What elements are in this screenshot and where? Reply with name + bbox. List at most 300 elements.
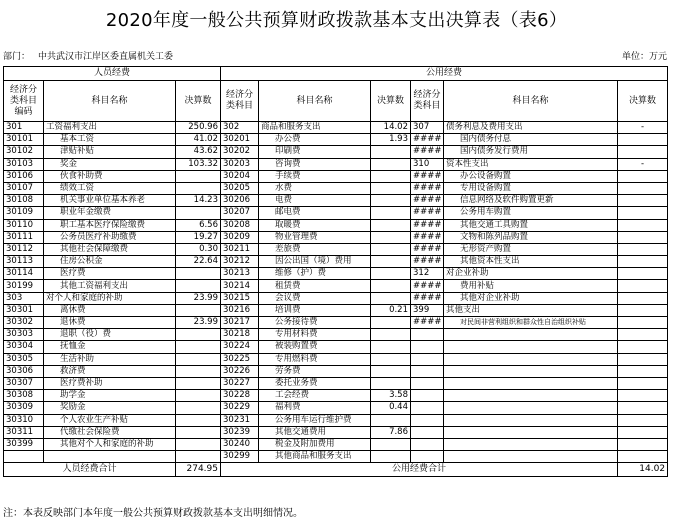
code-cell: 30101 <box>4 134 44 146</box>
name-cell: 基本工资 <box>44 134 176 146</box>
name-cell: 专用材料费 <box>259 329 371 341</box>
name-cell: 其他社会保障缴费 <box>44 243 176 255</box>
name-cell: 其他工资福利支出 <box>44 280 176 292</box>
amount-cell <box>371 414 411 426</box>
code-cell: 30228 <box>221 390 259 402</box>
column-header-row <box>4 81 668 122</box>
department-line <box>3 49 173 62</box>
amount-cell: 41.02 <box>176 134 221 146</box>
amount-cell <box>371 231 411 243</box>
amount-cell <box>618 134 668 146</box>
department-name: 中共武汉市江岸区委直属机关工委 <box>38 52 174 62</box>
amount-cell: 14.23 <box>176 195 221 207</box>
code-cell: 30208 <box>221 219 259 231</box>
name-cell: 助学金 <box>44 390 176 402</box>
name-cell <box>444 377 618 389</box>
name-cell: 国内债务付息 <box>444 134 618 146</box>
table-row <box>4 122 668 134</box>
amount-cell <box>618 170 668 182</box>
amount-cell <box>176 451 221 463</box>
amount-cell <box>618 365 668 377</box>
code-cell: 30111 <box>4 231 44 243</box>
amount-cell: - <box>618 158 668 170</box>
code-cell <box>411 390 444 402</box>
name-cell <box>444 353 618 365</box>
name-cell: 对民间非营利组织和群众性自治组织补贴 <box>444 317 618 329</box>
name-cell: 印刷费 <box>259 146 371 158</box>
name-cell: 其他交通工具购置 <box>444 219 618 231</box>
name-cell: 其他支出 <box>444 304 618 316</box>
table-row <box>4 353 668 365</box>
code-cell <box>411 414 444 426</box>
code-cell <box>411 438 444 450</box>
code-cell: 30212 <box>221 256 259 268</box>
amount-cell: 19.27 <box>176 231 221 243</box>
amount-cell: 43.62 <box>176 146 221 158</box>
header-code-personnel: 经济分类科目编码 <box>4 81 44 122</box>
name-cell: 租赁费 <box>259 280 371 292</box>
amount-cell <box>618 304 668 316</box>
table-row <box>4 402 668 414</box>
table-row <box>4 451 668 463</box>
name-cell <box>444 426 618 438</box>
name-cell: 奖励金 <box>44 402 176 414</box>
amount-cell: 23.99 <box>176 292 221 304</box>
name-cell <box>444 414 618 426</box>
name-cell: 对企业补助 <box>444 268 618 280</box>
name-cell: 无形资产购置 <box>444 243 618 255</box>
code-cell: 30231 <box>221 414 259 426</box>
name-cell: 其他对个人和家庭的补助 <box>44 438 176 450</box>
amount-cell <box>176 353 221 365</box>
name-cell <box>444 438 618 450</box>
name-cell: 水费 <box>259 182 371 194</box>
section-personnel: 人员经费 <box>4 67 221 81</box>
table-row <box>4 231 668 243</box>
amount-cell <box>176 268 221 280</box>
amount-cell <box>618 451 668 463</box>
amount-cell <box>371 219 411 231</box>
header-code-public: 经济分类科目 <box>221 81 259 122</box>
code-cell: #### <box>411 195 444 207</box>
amount-cell <box>371 146 411 158</box>
code-cell: 30201 <box>221 134 259 146</box>
amount-cell <box>176 365 221 377</box>
code-cell: #### <box>411 280 444 292</box>
amount-cell <box>371 268 411 280</box>
name-cell <box>444 402 618 414</box>
name-cell: 物业管理费 <box>259 231 371 243</box>
amount-cell <box>371 292 411 304</box>
name-cell <box>444 451 618 463</box>
name-cell: 住房公积金 <box>44 256 176 268</box>
code-cell <box>411 402 444 414</box>
code-cell: 30311 <box>4 426 44 438</box>
header-amount-public: 决算数 <box>371 81 411 122</box>
header-name-public: 科目名称 <box>259 81 371 122</box>
amount-cell: 103.32 <box>176 158 221 170</box>
table-row <box>4 292 668 304</box>
amount-cell: 22.64 <box>176 256 221 268</box>
name-cell: 费用补贴 <box>444 280 618 292</box>
amount-cell: 14.02 <box>371 122 411 134</box>
name-cell: 国内债务发行费用 <box>444 146 618 158</box>
amount-cell <box>618 195 668 207</box>
code-cell: 302 <box>221 122 259 134</box>
amount-cell <box>618 329 668 341</box>
amount-cell <box>176 438 221 450</box>
name-cell: 对个人和家庭的补助 <box>44 292 176 304</box>
code-cell <box>411 426 444 438</box>
amount-cell <box>371 341 411 353</box>
name-cell: 办公费 <box>259 134 371 146</box>
code-cell: 30203 <box>221 158 259 170</box>
code-cell: 307 <box>411 122 444 134</box>
code-cell: 30302 <box>4 317 44 329</box>
header-amount-personnel: 决算数 <box>176 81 221 122</box>
amount-cell <box>618 341 668 353</box>
amount-cell <box>618 438 668 450</box>
amount-cell: 1.93 <box>371 134 411 146</box>
code-cell: 30304 <box>4 341 44 353</box>
amount-cell: 23.99 <box>176 317 221 329</box>
table-row <box>4 426 668 438</box>
table-row <box>4 341 668 353</box>
code-cell: 30216 <box>221 304 259 316</box>
amount-cell <box>618 414 668 426</box>
name-cell: 公务用车运行维护费 <box>259 414 371 426</box>
code-cell: #### <box>411 207 444 219</box>
name-cell: 取暖费 <box>259 219 371 231</box>
table-row <box>4 243 668 255</box>
header-code-public-2: 经济分类科目 <box>411 81 444 122</box>
name-cell: 咨询费 <box>259 158 371 170</box>
code-cell: 30112 <box>4 243 44 255</box>
amount-cell <box>176 414 221 426</box>
total-public-value: 14.02 <box>618 463 668 477</box>
amount-cell: 7.86 <box>371 426 411 438</box>
name-cell <box>444 329 618 341</box>
name-cell <box>444 365 618 377</box>
code-cell: 30306 <box>4 365 44 377</box>
name-cell: 津贴补贴 <box>44 146 176 158</box>
name-cell: 生活补助 <box>44 353 176 365</box>
code-cell: 30199 <box>4 280 44 292</box>
code-cell: 30107 <box>4 182 44 194</box>
table-row <box>4 195 668 207</box>
amount-cell <box>618 390 668 402</box>
table-row <box>4 268 668 280</box>
amount-cell <box>618 231 668 243</box>
total-row <box>4 463 668 477</box>
amount-cell <box>176 341 221 353</box>
code-cell <box>411 377 444 389</box>
code-cell: 30307 <box>4 377 44 389</box>
amount-cell: 3.58 <box>371 390 411 402</box>
amount-cell <box>371 377 411 389</box>
name-cell: 退休费 <box>44 317 176 329</box>
code-cell: 30114 <box>4 268 44 280</box>
name-cell: 债务利息及费用支出 <box>444 122 618 134</box>
amount-cell: 0.21 <box>371 304 411 316</box>
name-cell: 公务员医疗补助缴费 <box>44 231 176 243</box>
code-cell: 30229 <box>221 402 259 414</box>
code-cell: 303 <box>4 292 44 304</box>
amount-cell <box>176 280 221 292</box>
code-cell: 30308 <box>4 390 44 402</box>
code-cell: #### <box>411 134 444 146</box>
table-row <box>4 317 668 329</box>
table-row <box>4 219 668 231</box>
table-row <box>4 182 668 194</box>
code-cell <box>411 353 444 365</box>
amount-cell <box>371 451 411 463</box>
name-cell: 代缴社会保险费 <box>44 426 176 438</box>
code-cell: #### <box>411 292 444 304</box>
name-cell: 被装购置费 <box>259 341 371 353</box>
code-cell <box>411 365 444 377</box>
code-cell: 30113 <box>4 256 44 268</box>
table-row <box>4 158 668 170</box>
amount-cell <box>371 329 411 341</box>
amount-cell <box>618 146 668 158</box>
amount-cell <box>176 329 221 341</box>
code-cell <box>411 341 444 353</box>
code-cell: 30240 <box>221 438 259 450</box>
amount-cell <box>176 304 221 316</box>
table-row <box>4 256 668 268</box>
code-cell: 30209 <box>221 231 259 243</box>
table-row <box>4 134 668 146</box>
name-cell: 会议费 <box>259 292 371 304</box>
name-cell: 办公设备购置 <box>444 170 618 182</box>
amount-cell <box>176 402 221 414</box>
code-cell: 399 <box>411 304 444 316</box>
code-cell: 30207 <box>221 207 259 219</box>
amount-cell <box>618 256 668 268</box>
amount-cell <box>618 280 668 292</box>
code-cell: 30215 <box>221 292 259 304</box>
amount-cell <box>176 426 221 438</box>
amount-cell <box>618 182 668 194</box>
section-public: 公用经费 <box>221 67 668 81</box>
name-cell: 邮电费 <box>259 207 371 219</box>
amount-cell <box>371 182 411 194</box>
name-cell: 其他对企业补助 <box>444 292 618 304</box>
footnote: 注：本表反映部门本年度一般公共预算财政拨款基本支出明细情况。 <box>3 508 303 519</box>
code-cell <box>411 451 444 463</box>
amount-cell <box>618 207 668 219</box>
amount-cell <box>371 353 411 365</box>
amount-cell: 6.56 <box>176 219 221 231</box>
report-title: 2020年度一般公共预算财政拨款基本支出决算表（表6） <box>105 10 568 31</box>
code-cell: 30218 <box>221 329 259 341</box>
amount-cell: 0.30 <box>176 243 221 255</box>
department-label: 部门： <box>3 52 31 62</box>
name-cell <box>444 390 618 402</box>
code-cell: 30225 <box>221 353 259 365</box>
name-cell: 离休费 <box>44 304 176 316</box>
code-cell: 30214 <box>221 280 259 292</box>
name-cell: 救济费 <box>44 365 176 377</box>
header-name-public-2: 科目名称 <box>444 81 618 122</box>
code-cell: 310 <box>411 158 444 170</box>
header-amount-public-2: 决算数 <box>618 81 668 122</box>
code-cell: 30310 <box>4 414 44 426</box>
name-cell: 公务用车购置 <box>444 207 618 219</box>
name-cell: 维修（护）费 <box>259 268 371 280</box>
code-cell: 30102 <box>4 146 44 158</box>
name-cell: 专用燃料费 <box>259 353 371 365</box>
code-cell: 30303 <box>4 329 44 341</box>
amount-cell: - <box>618 122 668 134</box>
code-cell: 301 <box>4 122 44 134</box>
name-cell: 其他资本性支出 <box>444 256 618 268</box>
name-cell: 公务接待费 <box>259 317 371 329</box>
code-cell: 30217 <box>221 317 259 329</box>
amount-cell <box>371 243 411 255</box>
code-cell: 312 <box>411 268 444 280</box>
amount-cell <box>618 292 668 304</box>
code-cell: #### <box>411 146 444 158</box>
amount-cell: 0.44 <box>371 402 411 414</box>
name-cell: 手续费 <box>259 170 371 182</box>
amount-cell <box>618 377 668 389</box>
amount-cell <box>371 158 411 170</box>
name-cell: 差旅费 <box>259 243 371 255</box>
name-cell: 个人农业生产补贴 <box>44 414 176 426</box>
name-cell: 税金及附加费用 <box>259 438 371 450</box>
name-cell: 伙食补助费 <box>44 170 176 182</box>
name-cell: 商品和服务支出 <box>259 122 371 134</box>
code-cell: #### <box>411 219 444 231</box>
name-cell: 绩效工资 <box>44 182 176 194</box>
name-cell: 委托业务费 <box>259 377 371 389</box>
amount-cell: 250.96 <box>176 122 221 134</box>
code-cell: 30299 <box>221 451 259 463</box>
code-cell: 30205 <box>221 182 259 194</box>
name-cell: 医疗费补助 <box>44 377 176 389</box>
code-cell <box>411 329 444 341</box>
name-cell: 退职（役）费 <box>44 329 176 341</box>
table-row <box>4 146 668 158</box>
code-cell: #### <box>411 256 444 268</box>
code-cell: 30211 <box>221 243 259 255</box>
name-cell <box>44 451 176 463</box>
table-row <box>4 170 668 182</box>
code-cell: 30204 <box>221 170 259 182</box>
table-row <box>4 377 668 389</box>
table-row <box>4 207 668 219</box>
name-cell: 机关事业单位基本养老 <box>44 195 176 207</box>
code-cell: 30309 <box>4 402 44 414</box>
amount-cell <box>618 426 668 438</box>
amount-cell <box>176 182 221 194</box>
code-cell: 30213 <box>221 268 259 280</box>
total-personnel-value: 274.95 <box>176 463 221 477</box>
code-cell: 30110 <box>4 219 44 231</box>
amount-cell <box>176 207 221 219</box>
amount-cell <box>371 365 411 377</box>
code-cell: 30305 <box>4 353 44 365</box>
code-cell: #### <box>411 182 444 194</box>
name-cell: 信息网络及软件购置更新 <box>444 195 618 207</box>
code-cell: 30227 <box>221 377 259 389</box>
table-row <box>4 304 668 316</box>
code-cell: 30202 <box>221 146 259 158</box>
amount-cell <box>371 195 411 207</box>
code-cell: 30301 <box>4 304 44 316</box>
code-cell: #### <box>411 243 444 255</box>
name-cell: 职业年金缴费 <box>44 207 176 219</box>
code-cell: #### <box>411 317 444 329</box>
amount-cell <box>371 256 411 268</box>
code-cell: 30239 <box>221 426 259 438</box>
name-cell <box>444 341 618 353</box>
name-cell: 抚恤金 <box>44 341 176 353</box>
code-cell: #### <box>411 231 444 243</box>
name-cell: 其他交通费用 <box>259 426 371 438</box>
amount-cell <box>371 317 411 329</box>
table-row <box>4 329 668 341</box>
name-cell: 医疗费 <box>44 268 176 280</box>
table-row <box>4 390 668 402</box>
name-cell: 文物和陈列品购置 <box>444 231 618 243</box>
name-cell: 因公出国（境）费用 <box>259 256 371 268</box>
header-name-personnel: 科目名称 <box>44 81 176 122</box>
name-cell: 职工基本医疗保险缴费 <box>44 219 176 231</box>
code-cell: 30106 <box>4 170 44 182</box>
name-cell: 劳务费 <box>259 365 371 377</box>
name-cell: 资本性支出 <box>444 158 618 170</box>
code-cell: 30103 <box>4 158 44 170</box>
code-cell: 30109 <box>4 207 44 219</box>
name-cell: 奖金 <box>44 158 176 170</box>
name-cell: 福利费 <box>259 402 371 414</box>
section-header-row <box>4 67 668 81</box>
total-public-label: 公用经费合计 <box>221 463 618 477</box>
amount-cell <box>176 170 221 182</box>
amount-cell <box>618 402 668 414</box>
name-cell: 专用设备购置 <box>444 182 618 194</box>
code-cell: 30206 <box>221 195 259 207</box>
amount-cell <box>371 207 411 219</box>
name-cell: 培训费 <box>259 304 371 316</box>
code-cell: #### <box>411 170 444 182</box>
amount-cell <box>618 317 668 329</box>
code-cell: 30108 <box>4 195 44 207</box>
amount-cell <box>371 438 411 450</box>
code-cell: 30399 <box>4 438 44 450</box>
amount-cell <box>618 219 668 231</box>
amount-cell <box>618 353 668 365</box>
expenditure-table <box>3 66 668 477</box>
table-row <box>4 414 668 426</box>
amount-cell <box>371 170 411 182</box>
table-row <box>4 438 668 450</box>
table-row <box>4 365 668 377</box>
name-cell: 工会经费 <box>259 390 371 402</box>
name-cell: 电费 <box>259 195 371 207</box>
unit-label: 单位：万元 <box>621 52 667 62</box>
code-cell: 30226 <box>221 365 259 377</box>
amount-cell <box>371 280 411 292</box>
amount-cell <box>176 390 221 402</box>
name-cell: 工资福利支出 <box>44 122 176 134</box>
total-personnel-label: 人员经费合计 <box>4 463 176 477</box>
amount-cell <box>176 377 221 389</box>
table-row <box>4 280 668 292</box>
